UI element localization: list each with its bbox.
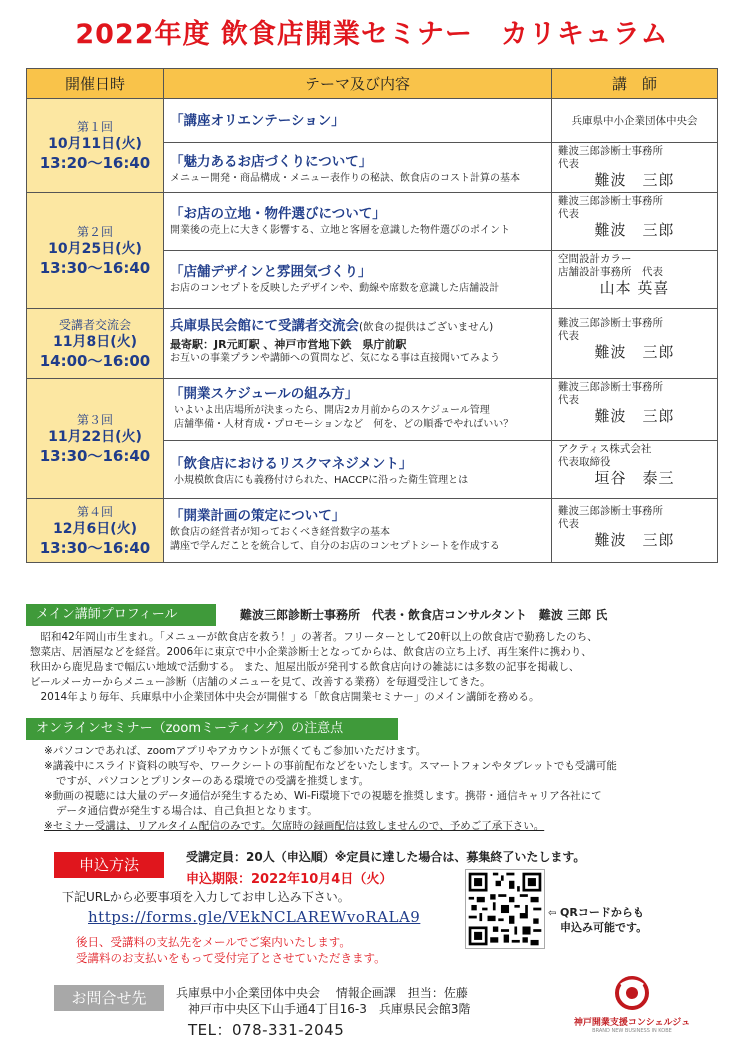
lecturer-cell: 難波三郎診断士事務所 代表 難波 三郎 — [552, 193, 718, 251]
deadline-text: 申込期限：2022年10月4日（火） — [186, 872, 393, 887]
lecturer-cell: 難波三郎診断士事務所 代表 難波 三郎 — [552, 499, 718, 563]
qr-code[interactable] — [465, 869, 545, 949]
header-datetime: 開催日時 — [27, 69, 164, 99]
logo-subtext: BRAND NEW BUSINESS IN KOBE — [592, 1028, 672, 1034]
topic-cell: 兵庫県民会館にて受講者交流会(飲食の提供はございません) 最寄駅：JR元町駅 、神戸市営地下鉄 県庁前駅 お互いの事業プランや講師への質問など、気になる事は直接聞いてみよう — [164, 309, 552, 379]
topic-cell: 「開業計画の策定について」 飲食店の経営者が知っておくべき経営数字の基本 講座で学んだことを統合して、自分のお店のコンセプトシートを作成する — [164, 499, 552, 563]
topic-cell: 「店舗デザインと雰囲気づくり」 お店のコンセプトを反映したデザインや、動線や席数を意識した店舗設計 — [164, 251, 552, 309]
lecturer-cell: 難波三郎診断士事務所 代表 難波 三郎 — [552, 143, 718, 193]
lecturer-cell: 空間設計カラー 店舗設計事務所 代表 山本 英喜 — [552, 251, 718, 309]
table-row — [27, 193, 718, 251]
header-lecturer: 講 師 — [552, 69, 718, 99]
table-row — [27, 379, 718, 441]
logo-mark-icon — [612, 975, 652, 1011]
application-url-link[interactable]: https://forms.gle/VEkNCLAREWvoRALA9 — [88, 908, 421, 926]
topic-cell: 「魅力あるお店づくりについて」 メニュー開発・商品構成・メニュー表作りの秘訣、飲食店のコスト計算の基本 — [164, 143, 552, 193]
lecturer-cell: 兵庫県中小企業団体中央会 — [552, 99, 718, 143]
logo — [560, 975, 704, 1034]
session-4-date: 第４回 12月6日(火) 13:30～16:40 — [27, 499, 164, 563]
qr-code-icon — [466, 870, 544, 948]
table-row — [27, 499, 718, 563]
online-label: オンラインセミナー（zoomミーティング）の注意点 — [26, 718, 398, 740]
curriculum-table — [26, 68, 718, 563]
profile-body: 昭和42年岡山市生まれ。「メニューが飲食店を救う！」の著者。フリーターとして20軒以上の飲食店で勤務したのち、 惣菜店、居酒屋などを経営。2006年に東京で中小企業診断士となってからは、飲食店の立ち上げ、再生案件に携わり、 秋田から鹿児島まで幅広い地域で活動する。 また、旭屋出版が発刊する飲食店向けの雑誌には多数の記事を掲載し、 ビールメーカーからメニュー診断（店舗のメニューを見て、改善する業務）を毎週受注してきた。 2014年より毎年、兵庫県中小企業団体中央会が開催する「飲食店開業セミナー」のメイン講師を務める。 — [30, 631, 598, 703]
exchange-date: 受講者交流会 11月8日(火) 14:00～16:00 — [27, 309, 164, 379]
topic-cell: 「お店の立地・物件選びについて」 開業後の売上に大きく影響する、立地と客層を意識した物件選びのポイント — [164, 193, 552, 251]
topic-cell: 「開業スケジュールの組み方」 いよいよ出店場所が決まったら、開店2カ月前からのスケジュール管理 店舗準備・人材育成・プロモーションなど 何を、どの順番でやればいい？ — [164, 379, 552, 441]
page-title: 2022年度 飲食店開業セミナー カリキュラム — [75, 19, 669, 50]
url-lead-text: 下記URLから必要事項を入力してお申し込み下さい。 — [62, 890, 350, 904]
table-row — [27, 309, 718, 379]
table-row — [27, 99, 718, 143]
lecturer-cell: アクティス株式会社 代表取締役 垣谷 泰三 — [552, 441, 718, 499]
session-3-date: 第３回 11月22日(火) 13:30～16:40 — [27, 379, 164, 499]
topic-cell: 「講座オリエンテーション」 — [164, 99, 552, 143]
payment-notes: 後日、受講料の支払先をメールでご案内いたします。 受講料のお支払いをもって受付完了とさせていただきます。 — [76, 935, 386, 965]
online-notes: ※パソコンであれば、zoomアプリやアカウントが無くてもご参加いただけます。 ※講義中にスライド資料の映写や、ワークシートの事前配布などをいたします。スマートフォンやタブレットでも受講可能 ですが、パソコンとプリンターのある環境での受講を推奨します。 ※動画の視聴には大量のデータ通信が発生するため、Wi-Fi環境下での視聴を推奨します。携帯・通信キャリア各社にて データ通信費が発生する場合は、自己負担となります。 ※セミナー受講は、リアルタイム配信のみです。欠席時の録画配信は致しませんので、予めご了承下さい。 — [44, 745, 617, 832]
arrow-left-icon: ⇦ — [548, 908, 557, 919]
lecturer-cell: 難波三郎診断士事務所 代表 難波 三郎 — [552, 309, 718, 379]
contact-info: 兵庫県中小企業団体中央会 情報企画課 担当：佐藤 神戸市中央区下山手通4丁目16-3 兵庫県民会館3階 — [176, 986, 471, 1016]
contact-tel: TEL：078-331-2045 — [188, 1021, 345, 1039]
profile-label: メイン講師プロフィール — [26, 604, 216, 626]
capacity-text: 受講定員：20人（申込順）※定員に達した場合は、募集終了いたします。 — [186, 850, 586, 864]
lecturer-cell: 難波三郎診断士事務所 代表 難波 三郎 — [552, 379, 718, 441]
logo-text: 神戸開業支援コンシェルジュ — [573, 1018, 691, 1028]
session-1-date: 第１回 10月11日(火) 13:20～16:40 — [27, 99, 164, 193]
topic-cell: 「飲食店におけるリスクマネジメント」 小規模飲食店にも義務付けられた、HACCPに沿った衛生管理とは — [164, 441, 552, 499]
table-header-row — [27, 69, 718, 99]
header-theme: テーマ及び内容 — [164, 69, 552, 99]
profile-heading: 難波三郎診断士事務所 代表・飲食店コンサルタント 難波 三郎 氏 — [240, 608, 608, 622]
contact-label: お問合せ先 — [54, 985, 164, 1011]
qr-note: QRコードからも 申込み可能です。 — [560, 906, 648, 934]
session-2-date: 第２回 10月25日(火) 13:30～16:40 — [27, 193, 164, 309]
apply-label: 申込方法 — [54, 852, 164, 878]
